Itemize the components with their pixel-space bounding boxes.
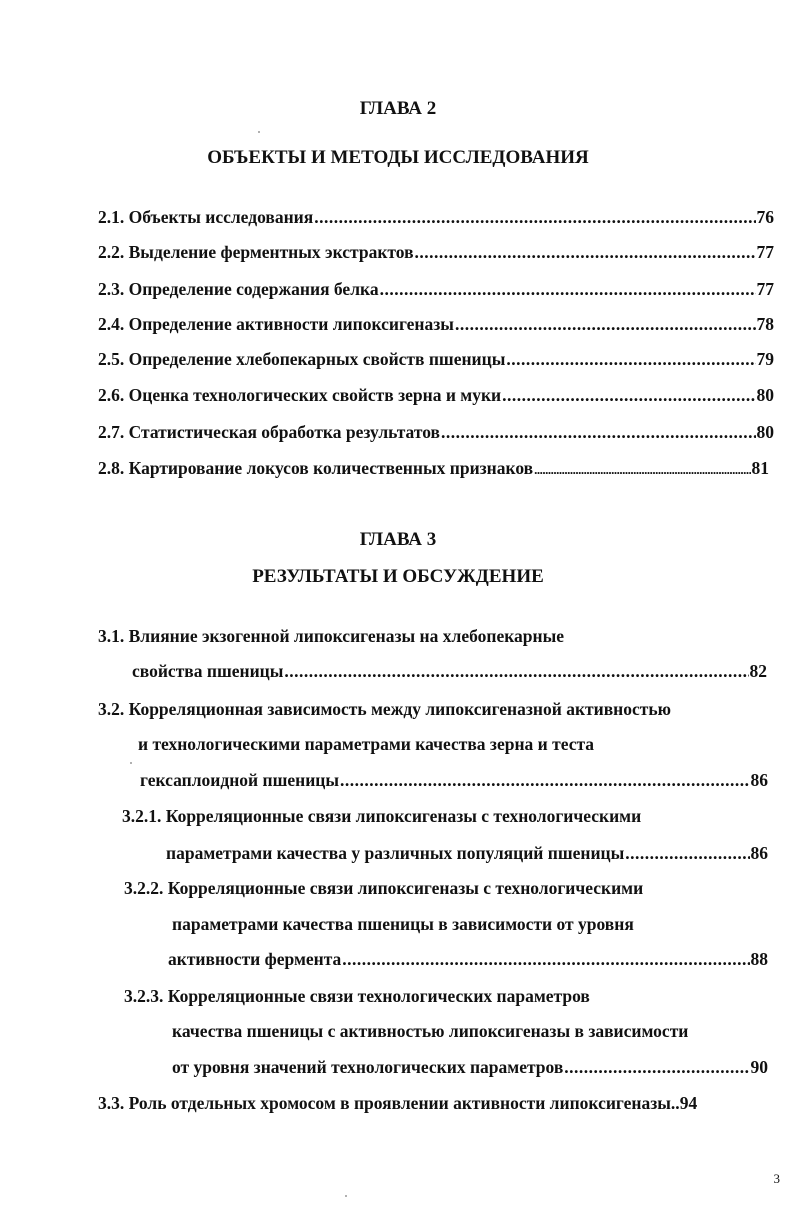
toc-entry-2-3[interactable] [98,277,774,301]
chapter-3-subtitle: РЕЗУЛЬТАТЫ И ОБСУЖДЕНИЕ [252,566,544,587]
toc-page-number: 79 [756,349,774,369]
toc-page-number: 77 [756,242,774,262]
toc-entry-text: активности фермента [168,949,342,969]
leader-dots [415,240,756,264]
leader-dots [314,205,755,229]
scan-speck [130,762,132,764]
toc-entry-3-2-3-line-2[interactable]: качества пшеницы с активностью липоксигеназы в зависимости [172,1021,689,1041]
toc-entry-text: параметрами качества у различных популяций пшеницы [166,843,625,863]
toc-page-number: 80 [756,385,774,405]
toc-entry-3-2-3[interactable] [172,1055,768,1079]
leader-dots [534,458,750,482]
toc-entry-text: 2.3. Определение содержания белка [98,279,379,299]
toc-entry-text: 2.2. Выделение ферментных экстрактов [98,242,414,262]
toc-page-number: 76 [756,207,774,227]
toc-entry-text: 2.7. Статистическая обработка результатов [98,422,440,442]
scan-speck [345,1195,347,1197]
scan-speck [258,131,260,133]
leader-dots [564,1055,749,1079]
toc-entry-3-1[interactable] [132,659,767,683]
leader-dots [455,312,756,336]
leader-dots [284,659,748,683]
toc-entry-3-2-2[interactable] [168,947,768,971]
toc-entry-2-4[interactable] [98,312,774,336]
leader-dots [502,383,755,407]
toc-entry-text: 2.1. Объекты исследования [98,207,314,227]
toc-page-number: 77 [756,279,774,299]
toc-entry-text: от уровня значений технологических параметров [172,1057,564,1077]
toc-page-number: 78 [756,314,774,334]
toc-entry-3-1-line-1[interactable]: 3.1. Влияние экзогенной липоксигеназы на хлебопекарные [98,626,565,646]
leader-dots [506,347,755,371]
toc-entry-text: свойства пшеницы [132,661,284,681]
toc-entry-2-1[interactable] [98,205,774,229]
toc-entry-text: 2.6. Оценка технологических свойств зерна и муки [98,385,502,405]
toc-entry-text: гексаплоидной пшеницы [140,770,340,790]
toc-page-number: 90 [750,1057,768,1077]
toc-entry-3-2-2-line-1[interactable]: 3.2.2. Корреляционные связи липоксигеназы с технологическими [124,878,644,898]
toc-entry-2-6[interactable] [98,383,774,407]
toc-entry-2-7[interactable] [98,420,774,444]
toc-page-number: 86 [750,843,768,863]
toc-entry-3-3[interactable] [98,1091,770,1115]
toc-entry-3-2[interactable] [140,768,768,792]
toc-entry-text: 2.5. Определение хлебопекарных свойств пшеницы [98,349,506,369]
leader-dots [340,768,749,792]
leader-dots [441,420,756,444]
toc-entry-3-2-line-2[interactable]: и технологическими параметрами качества зерна и теста [138,734,595,754]
toc-page-number: 88 [750,949,768,969]
toc-entry-2-8[interactable] [98,456,769,482]
toc-entry-3-2-2-line-2[interactable]: параметрами качества пшеницы в зависимости от уровня [172,914,634,934]
toc-entry-text: 3.3. Роль отдельных хромосом в проявлении активности липоксигеназы.. [98,1093,680,1113]
chapter-2-title: ГЛАВА 2 [359,98,437,119]
toc-entry-3-2-3-line-1[interactable]: 3.2.3. Корреляционные связи технологических параметров [124,986,590,1006]
leader-dots [342,947,749,971]
toc-page-number: 94 [679,1093,698,1113]
toc-page-number: 81 [751,458,769,478]
toc-page-number: 86 [750,770,768,790]
toc-entry-3-2-1-line-1[interactable]: 3.2.1. Корреляционные связи липоксигеназы с технологическими [122,806,642,826]
chapter-2-subtitle: ОБЪЕКТЫ И МЕТОДЫ ИССЛЕДОВАНИЯ [207,147,589,168]
toc-entry-2-2[interactable] [98,240,774,264]
page-number: 3 [773,1171,780,1186]
toc-entry-2-5[interactable] [98,347,774,371]
toc-entry-text: 2.4. Определение активности липоксигеназы [98,314,454,334]
toc-entry-text: 2.8. Картирование локусов количественных признаков [98,458,534,478]
leader-dots [625,841,749,865]
toc-entry-3-2-1[interactable] [166,841,768,865]
toc-entry-3-2-line-1[interactable]: 3.2. Корреляционная зависимость между липоксигеназной активностью [98,699,671,719]
toc-page-number: 82 [749,661,767,681]
toc-page-number: 80 [756,422,774,442]
chapter-3-title: ГЛАВА 3 [359,529,437,550]
leader-dots [380,277,756,301]
